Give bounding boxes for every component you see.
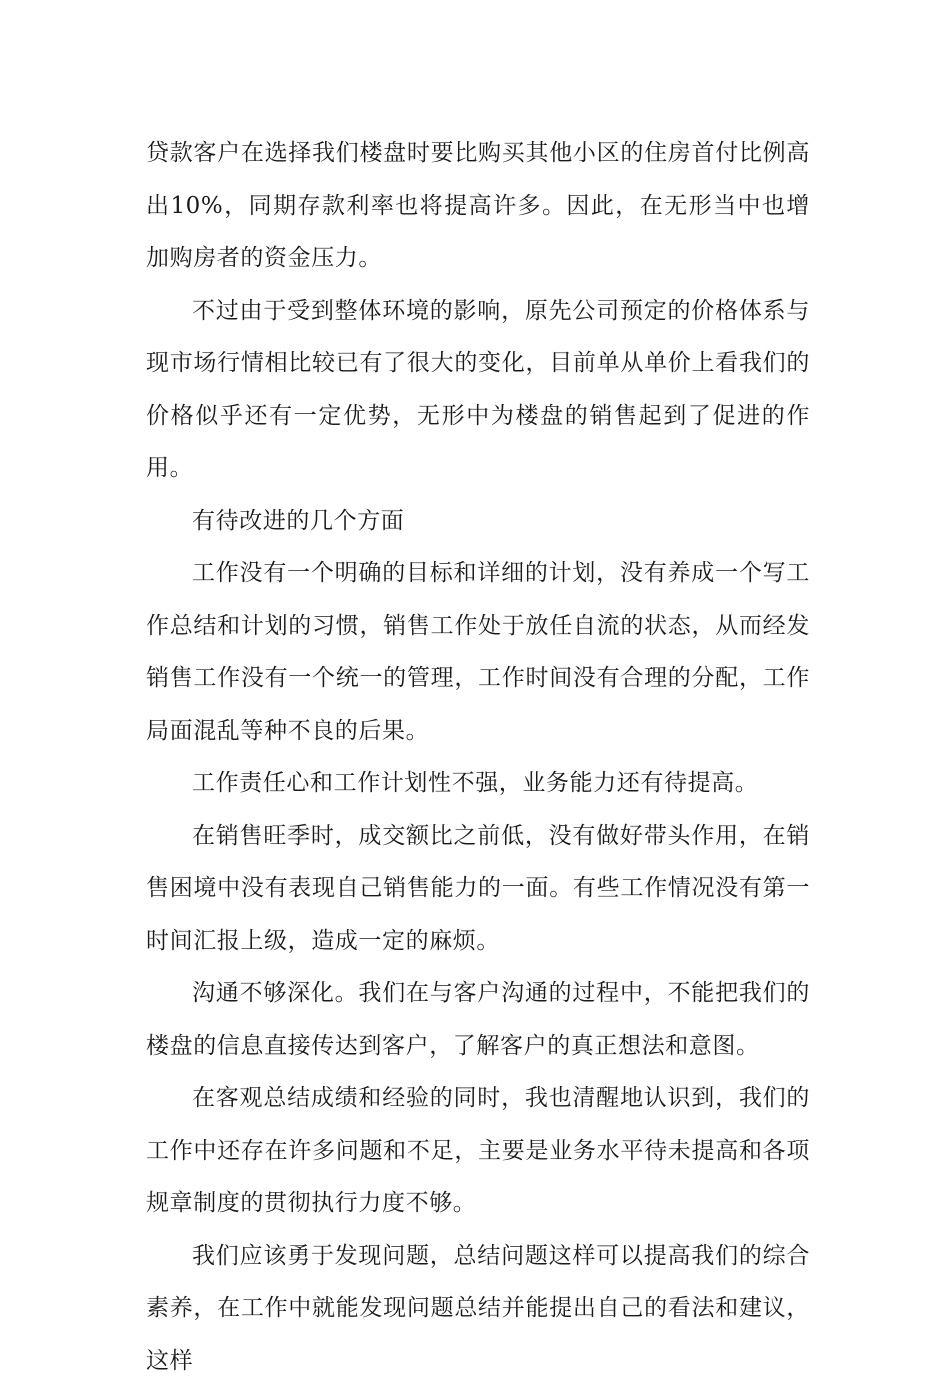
paragraph-price-system: 不过由于受到整体环境的影响，原先公司预定的价格体系与现市场行情相比较已有了很大的变化，目前单从单价上看我们的价格似乎还有一定优势，无形中为楼盘的销售起到了促进的作用。 bbox=[146, 285, 810, 495]
document-body bbox=[146, 127, 810, 1387]
paragraph-peak-season: 在销售旺季时，成交额比之前低，没有做好带头作用，在销售困境中没有表现自己销售能力的一面。有些工作情况没有第一时间汇报上级，造成一定的麻烦。 bbox=[146, 810, 810, 968]
paragraph-problems: 在客观总结成绩和经验的同时，我也清醒地认识到，我们的工作中还存在许多问题和不足，主要是业务水平待未提高和各项规章制度的贯彻执行力度不够。 bbox=[146, 1072, 810, 1230]
section-heading-improvements: 有待改进的几个方面 bbox=[146, 495, 810, 548]
paragraph-no-plan: 工作没有一个明确的目标和详细的计划，没有养成一个写工作总结和计划的习惯，销售工作处于放任自流的状态，从而经发销售工作没有一个统一的管理，工作时间没有合理的分配，工作局面混乱等种不良的后果。 bbox=[146, 547, 810, 757]
paragraph-responsibility: 工作责任心和工作计划性不强，业务能力还有待提高。 bbox=[146, 757, 810, 810]
paragraph-continued-loan: 贷款客户在选择我们楼盘时要比购买其他小区的住房首付比例高出10%，同期存款利率也将提高许多。因此，在无形当中也增加购房者的资金压力。 bbox=[146, 127, 810, 285]
paragraph-find-problems: 我们应该勇于发现问题，总结问题这样可以提高我们的综合素养，在工作中就能发现问题总结并能提出自己的看法和建议，这样 bbox=[146, 1230, 810, 1387]
paragraph-communication: 沟通不够深化。我们在与客户沟通的过程中，不能把我们的楼盘的信息直接传达到客户，了解客户的真正想法和意图。 bbox=[146, 967, 810, 1072]
